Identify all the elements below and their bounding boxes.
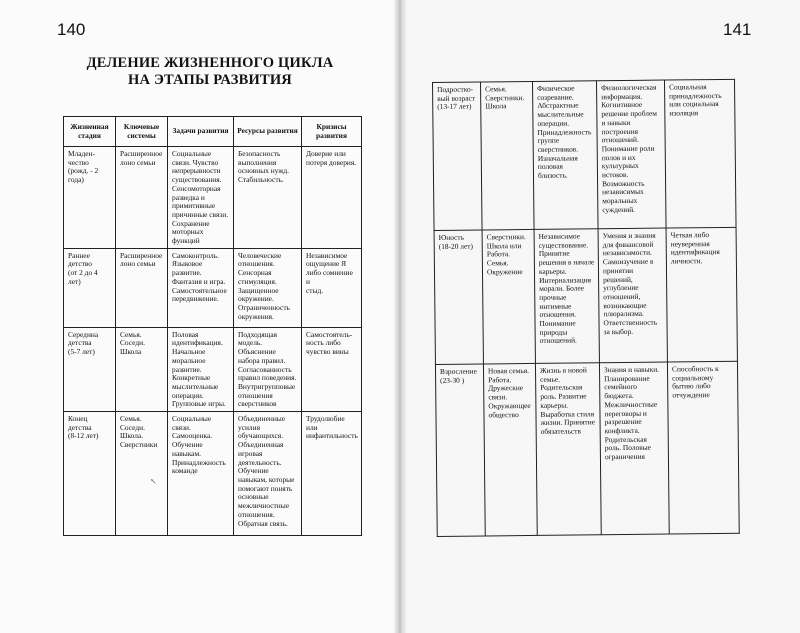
- cell-text-line: существования.: [172, 175, 222, 185]
- cell-tasks: [168, 248, 234, 327]
- cell-text-line: Изначальная: [537, 153, 578, 163]
- cell-text-line: независимых: [602, 187, 644, 197]
- cell-text-line: Семья.: [486, 258, 509, 268]
- cell-text-line: Расширенное: [120, 250, 163, 260]
- table-row: [64, 412, 362, 536]
- cell-text-line: Соседи.: [120, 338, 145, 348]
- cell-text-line: группе: [537, 135, 560, 146]
- cell-text-line: Младен-: [68, 149, 95, 158]
- cell-text-line: Окружающее: [488, 400, 531, 411]
- cell-text-line: (5-7 лет): [68, 347, 95, 357]
- cell-text-line: Знания и навыки.: [603, 364, 660, 375]
- cell-text-line: Половая: [172, 329, 199, 339]
- cell-text-line: принадлежность: [669, 90, 722, 101]
- cell-tasks: [534, 229, 599, 364]
- cell-text-line: Работа.: [486, 249, 511, 259]
- cell-text-line: Безопасность: [238, 149, 281, 158]
- cell-systems: [116, 412, 168, 536]
- cell-text-line: Понимание роли: [601, 143, 655, 154]
- cell-text-line: Ответственность: [603, 317, 658, 328]
- cell-text-line: моторных: [172, 227, 204, 237]
- cell-text-line: карьеры.: [538, 266, 567, 276]
- cell-text-line: лоно семьи: [120, 259, 156, 269]
- cell-text-line: Защищенное: [238, 285, 279, 295]
- cell-systems: [481, 81, 535, 230]
- cell-text-line: карьеры.: [540, 400, 569, 410]
- cell-text-line: Интернализация: [539, 274, 592, 285]
- cell-text-line: окружение.: [238, 294, 274, 304]
- cell-text-line: развитие.: [172, 268, 202, 278]
- cell-text-line: (13-17 лет): [437, 101, 472, 112]
- cell-text-line: основные: [238, 492, 269, 502]
- cell-text-line: Семья.: [485, 84, 507, 94]
- life-cycle-table-left: [63, 116, 362, 536]
- cell-text-line: плюрализма.: [603, 309, 644, 319]
- cell-text-line: возникающие: [603, 300, 647, 310]
- cell-text-line: отношения: [238, 390, 273, 400]
- table-header-row: [64, 117, 362, 147]
- cell-text-line: отношения.: [238, 259, 275, 269]
- cell-text-line: Школа: [485, 101, 507, 111]
- cell-text-line: либо сомнение и: [306, 268, 353, 286]
- cell-text-line: Семья.: [120, 329, 142, 339]
- cell-text-line: команде: [172, 466, 198, 476]
- cell-text-line: лоно семьи: [120, 157, 156, 167]
- cell-text-line: Принадлежность: [537, 126, 592, 137]
- table-row: [434, 227, 737, 364]
- cell-text-line: Объяснение: [238, 347, 276, 357]
- cell-text-line: ность либо: [306, 338, 341, 348]
- cell-text-line: или социальная: [669, 99, 719, 109]
- cell-text-line: Дружеские: [488, 383, 524, 393]
- cell-text-line: отношений.: [539, 335, 577, 346]
- cell-text-line: деятельность.: [238, 457, 282, 467]
- cell-text-line: межличностные: [238, 501, 289, 511]
- cell-text-line: семье.: [540, 374, 560, 384]
- cell-text-line: Самоизучение в: [602, 256, 654, 267]
- cell-text-line: Трудолюбие или: [306, 414, 345, 432]
- cell-text-line: идентификация: [670, 247, 720, 257]
- cell-text-line: окружения.: [238, 311, 274, 321]
- cell-text-line: Самостоятель-: [306, 329, 353, 339]
- cell-text-line: развитие.: [172, 364, 202, 374]
- cell-text-line: Принадлежность: [172, 457, 226, 467]
- title-line-1: ДЕЛЕНИЕ ЖИЗНЕННОГО ЦИКЛА: [86, 55, 334, 71]
- cell-text-line: Возможность: [602, 178, 645, 188]
- cell-text-line: Физиологическая: [601, 82, 657, 93]
- cell-resources: [598, 228, 667, 363]
- cell-text-line: Подростко-: [437, 84, 474, 94]
- table-row: [435, 361, 739, 536]
- cell-text-line: правил поведения.: [238, 373, 297, 383]
- cell-text-line: Внутригрупповые: [238, 381, 296, 391]
- cell-text-line: построения: [601, 126, 639, 136]
- cell-text-line: роль. Половые: [604, 443, 651, 453]
- cell-text-line: инфантильность: [306, 431, 358, 441]
- cell-text-line: стыд.: [306, 285, 324, 295]
- cell-text-line: Школа: [120, 347, 142, 357]
- header-systems: Ключевые системы: [116, 117, 168, 147]
- cell-tasks: [532, 81, 598, 230]
- cell-text-line: игровая: [238, 448, 263, 458]
- cell-systems: [482, 229, 535, 364]
- cell-text-line: Обучение: [172, 440, 203, 450]
- cell-text-line: Обучение: [238, 466, 269, 476]
- cell-text-line: навыкам.: [172, 448, 201, 458]
- cell-resources: [234, 147, 302, 249]
- cell-tasks: [535, 363, 601, 536]
- cell-text-line: Объединенные: [238, 414, 286, 424]
- cell-crises: [302, 327, 362, 411]
- cell-resources: [234, 248, 302, 327]
- cell-text-line: общество: [488, 409, 519, 419]
- cell-text-line: обучающихся.: [238, 431, 284, 441]
- cell-text-line: модель.: [238, 338, 263, 348]
- left-page-number: 140: [57, 20, 86, 39]
- cell-text-line: лет): [68, 276, 81, 286]
- cell-text-line: сверстников.: [537, 144, 579, 154]
- cell-text-line: Способность к: [671, 364, 719, 374]
- cell-text-line: чувство вины: [306, 347, 349, 357]
- cell-resources: [596, 80, 666, 229]
- cell-text-line: бытию либо: [672, 381, 711, 391]
- cell-systems: [116, 147, 168, 249]
- cell-text-line: Самостоятельное: [172, 285, 227, 295]
- cell-text-line: Сохранение: [172, 218, 210, 228]
- cell-text-line: года): [68, 175, 84, 185]
- cell-stage: [64, 327, 116, 411]
- cell-resources: [599, 362, 669, 535]
- cell-text-line: Сенсорная: [238, 268, 272, 278]
- cell-text-line: Соседи.: [120, 422, 145, 432]
- cell-text-line: для финансовой: [602, 239, 654, 249]
- cell-text-line: созревание.: [537, 92, 574, 102]
- cell-text-line: ощущение Я: [306, 259, 347, 269]
- cell-text-line: морали. Более: [539, 283, 585, 294]
- cell-text-line: детства: [68, 422, 92, 432]
- cell-resources: [234, 412, 302, 536]
- title-line-2: НА ЭТАПЫ РАЗВИТИЯ: [128, 72, 292, 88]
- cell-text-line: операции.: [537, 118, 570, 128]
- cell-text-line: усилия: [238, 422, 260, 432]
- cell-text-line: Языковое: [172, 259, 203, 269]
- cell-tasks: [168, 147, 234, 249]
- cell-text-line: неуверенная: [670, 238, 710, 249]
- cell-text-line: Согласованность: [238, 364, 292, 374]
- cell-text-line: истоков.: [601, 169, 629, 180]
- cell-text-line: Принятие: [538, 248, 570, 259]
- cell-tasks: [168, 412, 234, 536]
- cell-text-line: социальному: [672, 372, 714, 383]
- cell-text-line: Новая семья.: [487, 366, 529, 376]
- cell-text-line: связи.: [172, 422, 191, 432]
- cell-text-line: информация.: [601, 91, 643, 101]
- cell-text-line: обязательств: [540, 426, 581, 436]
- cell-text-line: Обратная связь.: [238, 518, 288, 528]
- cell-text-line: Выработка стиля: [540, 408, 595, 419]
- cell-text-line: основных нужд.: [238, 166, 290, 176]
- table-row: [433, 79, 737, 230]
- cell-text-line: Ограниченность: [238, 302, 290, 312]
- cell-systems: [116, 327, 168, 411]
- cell-text-line: Межличностные: [604, 399, 658, 410]
- cell-text-line: разрешение: [604, 417, 642, 427]
- cell-resources: [234, 327, 302, 411]
- cell-text-line: решений,: [603, 274, 633, 284]
- cell-text-line: культурных: [601, 161, 639, 171]
- cell-crises: [667, 361, 739, 534]
- cell-text-line: моральное: [172, 355, 206, 365]
- cell-text-line: Конкретные: [172, 373, 211, 383]
- cell-crises: [666, 227, 737, 362]
- header-stage: Жизненная стадия: [64, 117, 116, 147]
- cell-text-line: Середина: [68, 329, 99, 339]
- cell-text-line: изоляция: [669, 108, 699, 118]
- cell-text-line: (23-30 ): [440, 375, 465, 385]
- right-page-number: 141: [723, 20, 752, 39]
- cell-stage: [64, 147, 116, 249]
- cell-text-line: отчуждение: [672, 390, 710, 400]
- cell-text-line: функций: [172, 236, 200, 246]
- cell-text-line: Планирование: [604, 373, 650, 383]
- cell-text-line: независимости.: [602, 248, 652, 258]
- cell-text-line: связи. Чувство: [172, 157, 219, 167]
- cell-text-line: интимные: [539, 301, 572, 311]
- cell-text-line: решения в начале: [538, 257, 595, 267]
- cell-text-line: примитивные: [172, 201, 216, 211]
- cell-text-line: непрерывности: [172, 166, 221, 176]
- cell-text-line: Умения и знания: [602, 230, 656, 241]
- cell-text-line: существование.: [538, 240, 589, 250]
- cell-text-line: Независимое: [538, 231, 581, 241]
- header-resources: Ресурсы развития: [234, 117, 302, 147]
- cell-text-line: за выбор.: [603, 326, 634, 336]
- cell-text-line: ограничения: [604, 451, 645, 462]
- cell-text-line: Человеческие: [238, 250, 282, 260]
- cell-text-line: и навыки: [601, 117, 631, 128]
- book-spine: [394, 0, 406, 633]
- cell-text-line: суждений.: [602, 204, 636, 215]
- header-crises: Кризисы развития: [302, 117, 362, 147]
- cell-text-line: разведка и: [172, 192, 205, 202]
- cell-text-line: Понимание: [539, 318, 576, 328]
- cell-text-line: чество: [68, 157, 89, 167]
- cell-text-line: Работа.: [488, 374, 512, 385]
- cell-text-line: полов и их: [601, 152, 636, 162]
- cell-text-line: причинные связи.: [172, 209, 229, 219]
- cell-stage: [64, 248, 116, 327]
- cell-systems: [483, 363, 537, 536]
- cell-text-line: (от 2 до 4: [68, 268, 98, 278]
- cell-text-line: Абстрактные: [537, 100, 579, 111]
- cell-text-line: личности.: [670, 256, 703, 266]
- table-row: [64, 147, 362, 249]
- cell-text-line: Объединенная: [238, 440, 284, 450]
- cell-text-line: Родительская: [604, 434, 647, 444]
- cell-text-line: Сверстники.: [486, 232, 526, 242]
- cell-text-line: Сверстники: [120, 440, 158, 450]
- cell-text-line: потеря доверия.: [306, 157, 357, 167]
- cell-text-line: отношений,: [603, 291, 641, 302]
- cell-text-line: Родительская: [540, 382, 583, 393]
- cell-text-line: Доверие или: [306, 149, 346, 158]
- cell-text-line: Школа или: [486, 240, 522, 251]
- cell-text-line: Взросление: [439, 366, 477, 376]
- cell-text-line: навыкам, которые: [238, 474, 295, 484]
- cell-text-line: Самоконтроль.: [172, 250, 219, 260]
- cell-tasks: [168, 327, 234, 411]
- cell-text-line: роль. Развитие: [540, 391, 587, 401]
- cell-text-line: Социальная: [669, 82, 707, 92]
- cell-text-line: (18-20 лет): [438, 241, 473, 251]
- cell-stage: [434, 230, 483, 364]
- cell-text-line: Когнитивное: [601, 100, 643, 110]
- cell-text-line: Начальное: [172, 347, 206, 357]
- cell-text-line: детство: [68, 259, 93, 269]
- pen-mark: ↖: [150, 477, 157, 486]
- header-tasks: Задачи развития: [168, 117, 234, 147]
- cell-text-line: Семья.: [120, 414, 142, 424]
- cell-text-line: природы: [539, 327, 568, 337]
- cell-text-line: стимуляция.: [238, 276, 277, 286]
- cell-text-line: отношения.: [539, 309, 577, 320]
- cell-text-line: набора правил.: [238, 355, 286, 365]
- cell-text-line: Социальные: [172, 149, 212, 158]
- cell-text-line: половая близость.: [537, 161, 568, 180]
- cell-text-line: Подходящая: [238, 329, 278, 339]
- cell-text-line: переговоры и: [604, 408, 647, 418]
- cell-text-line: конфликта.: [604, 425, 640, 436]
- cell-text-line: углубление: [603, 283, 639, 293]
- cell-stage: [433, 82, 483, 230]
- cell-text-line: детства: [68, 338, 92, 348]
- table-row: [64, 327, 362, 411]
- cell-text-line: (рожд. - 2: [68, 166, 99, 176]
- cell-text-line: операции.: [172, 390, 204, 400]
- cell-text-line: бюджета.: [604, 391, 634, 401]
- cell-text-line: отношений.: [601, 135, 639, 145]
- cell-stage: [64, 412, 116, 536]
- cell-text-line: Сенсомоторная: [172, 183, 221, 193]
- cell-text-line: мыслительные: [537, 109, 584, 120]
- cell-text-line: сверстников: [238, 399, 277, 409]
- cell-text-line: Юность: [438, 232, 464, 242]
- cell-text-line: Четкая либо: [670, 230, 710, 240]
- cell-text-line: Сверстники.: [485, 92, 525, 103]
- life-cycle-table-right: [432, 79, 740, 537]
- cell-text-line: отношения.: [238, 509, 275, 519]
- cell-text-line: жизни. Принятие: [540, 417, 596, 428]
- cell-crises: [302, 248, 362, 327]
- cell-text-line: Социальные: [172, 414, 212, 424]
- cell-text-line: выполнения: [238, 157, 277, 167]
- cell-systems: [116, 248, 168, 327]
- cell-text-line: принятии: [602, 265, 634, 276]
- cell-text-line: решение проблем: [601, 108, 657, 119]
- cell-text-line: Групповые игры.: [172, 399, 226, 409]
- cell-crises: [664, 79, 736, 228]
- cell-text-line: идентификация.: [172, 338, 223, 348]
- cell-text-line: Физическое: [537, 83, 575, 93]
- cell-text-line: Фантазия и игра.: [172, 276, 226, 286]
- cell-text-line: семейного: [604, 382, 638, 392]
- cell-text-line: Конец: [68, 414, 88, 424]
- table-row: [64, 248, 362, 327]
- cell-text-line: Жизнь в новой: [539, 365, 587, 375]
- cell-text-line: мыслительные: [172, 381, 219, 391]
- cell-crises: [302, 147, 362, 249]
- cell-text-line: Самооценка.: [172, 431, 213, 441]
- cell-text-line: помогают понять: [238, 483, 293, 493]
- cell-crises: [302, 412, 362, 536]
- cell-text-line: связи.: [488, 392, 508, 402]
- cell-text-line: прочные: [539, 292, 567, 302]
- cell-text-line: Расширенное: [120, 149, 163, 158]
- cell-text-line: передвижение.: [172, 294, 219, 304]
- cell-text-line: моральных: [602, 195, 638, 206]
- cell-text-line: Раннее: [68, 250, 90, 260]
- cell-text-line: Окружение: [486, 266, 523, 277]
- cell-text-line: вый возраст: [437, 93, 476, 103]
- cell-stage: [435, 364, 485, 536]
- cell-text-line: Школа.: [120, 431, 144, 441]
- page-title: [60, 55, 360, 89]
- cell-text-line: Стабильность.: [238, 175, 284, 185]
- cell-text-line: (8-12 лет): [68, 431, 99, 441]
- cell-text-line: Независимое: [306, 250, 348, 260]
